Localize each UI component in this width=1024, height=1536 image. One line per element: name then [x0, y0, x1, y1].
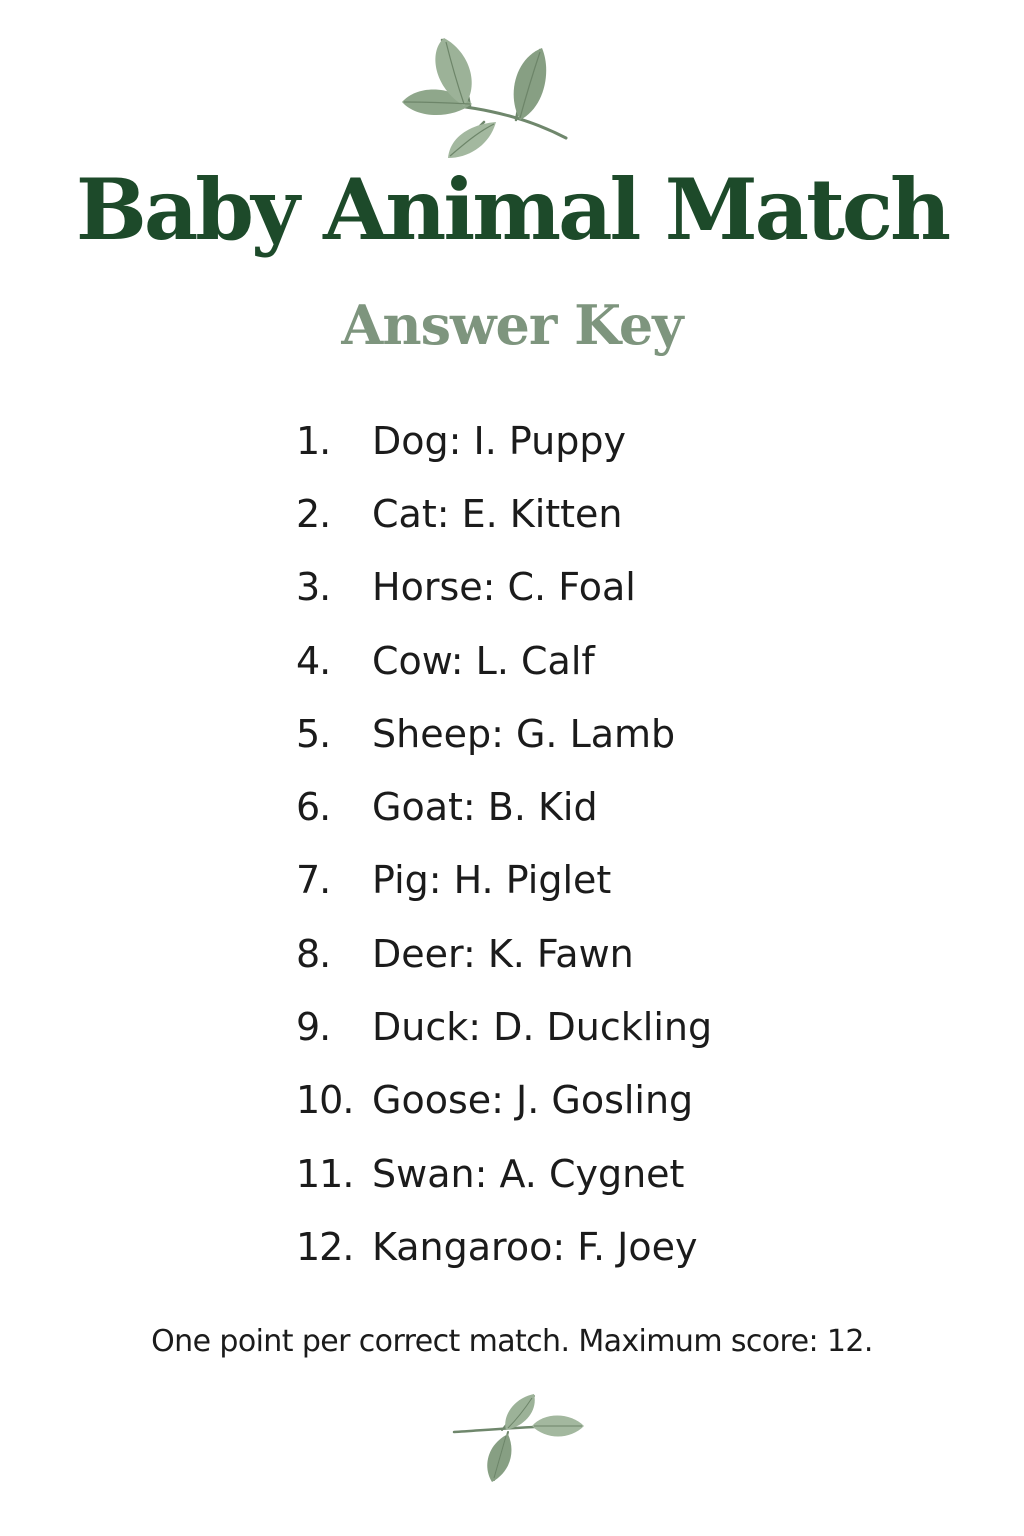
item-number: 8. — [296, 931, 331, 976]
item-answer: Deer: K. Fawn — [372, 931, 634, 976]
list-item — [296, 770, 896, 843]
list-item — [296, 477, 896, 550]
list-item — [296, 1137, 896, 1210]
item-answer: Sheep: G. Lamb — [372, 711, 676, 756]
item-number: 1. — [296, 418, 331, 463]
list-item — [296, 1210, 896, 1283]
list-item — [296, 697, 896, 770]
list-item — [296, 1064, 896, 1137]
item-number: 11. — [296, 1151, 354, 1196]
item-number: 4. — [296, 638, 331, 683]
list-item — [296, 917, 896, 990]
scoring-note: One point per correct match. Maximum score: 12. — [151, 1324, 873, 1359]
list-item — [296, 404, 896, 477]
item-answer: Cow: L. Calf — [372, 638, 595, 683]
item-answer: Goose: J. Gosling — [372, 1078, 694, 1123]
item-number: 9. — [296, 1005, 331, 1050]
page-title: Baby Animal Match — [75, 160, 949, 259]
list-item — [296, 844, 896, 917]
item-answer: Dog: I. Puppy — [372, 418, 626, 463]
page-subtitle: Answer Key — [341, 293, 683, 357]
item-number: 7. — [296, 858, 331, 903]
item-number: 2. — [296, 491, 331, 536]
item-answer: Cat: E. Kitten — [372, 491, 623, 536]
item-answer: Goat: B. Kid — [372, 785, 598, 830]
list-item — [296, 551, 896, 624]
item-number: 3. — [296, 565, 331, 610]
list-item — [296, 624, 896, 697]
item-number: 10. — [296, 1078, 354, 1123]
item-number: 12. — [296, 1224, 354, 1269]
leaf-sprig-icon — [448, 1390, 588, 1486]
item-answer: Duck: D. Duckling — [372, 1005, 713, 1050]
item-answer: Horse: C. Foal — [372, 565, 636, 610]
leaf-sprig-icon — [392, 36, 576, 160]
item-answer: Swan: A. Cygnet — [372, 1151, 685, 1196]
item-answer: Pig: H. Piglet — [372, 858, 612, 903]
list-item — [296, 990, 896, 1063]
item-number: 6. — [296, 785, 331, 830]
answer-list — [296, 404, 896, 1284]
item-number: 5. — [296, 711, 331, 756]
item-answer: Kangaroo: F. Joey — [372, 1224, 698, 1269]
